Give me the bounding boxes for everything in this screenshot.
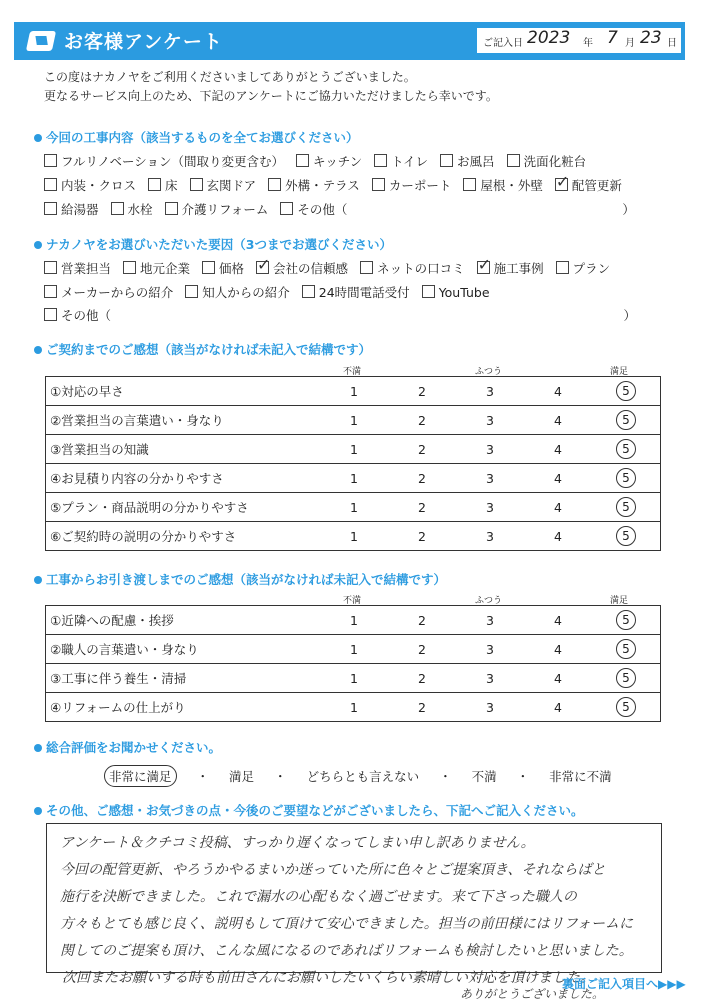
rating-option[interactable]: [592, 635, 661, 664]
intro-line: 更なるサービス向上のため、下記のアンケートにご協力いただけましたら幸いです。: [44, 89, 498, 103]
section-title-reason: [34, 235, 392, 253]
rating-option[interactable]: [524, 406, 592, 435]
question-label: ④お見積り内容の分かりやすさ: [46, 464, 321, 493]
checkbox-label: 介護リフォーム: [181, 202, 269, 217]
rating-option[interactable]: [320, 606, 388, 635]
checkbox-option[interactable]: [148, 176, 178, 194]
back-page-link[interactable]: 裏面ご記入項目へ▶▶▶: [562, 977, 686, 991]
section-title-text: 工事からお引き渡しまでのご感想（該当がなければ未記入で結構です）: [46, 572, 447, 587]
rating-number: 3: [486, 412, 494, 428]
checkbox-option[interactable]: [44, 259, 111, 277]
checkbox[interactable]: [202, 261, 215, 274]
rating-number: 4: [554, 412, 562, 428]
question-label: ②職人の言葉遣い・身なり: [46, 635, 321, 664]
month-unit: 月: [625, 38, 635, 49]
checkbox[interactable]: [44, 154, 57, 167]
checkbox[interactable]: [165, 202, 178, 215]
year-value: 2023: [527, 28, 571, 48]
checkbox[interactable]: [440, 154, 453, 167]
checkbox-label: 洗面化粧台: [523, 154, 587, 169]
checkbox[interactable]: [123, 261, 136, 274]
rating-number: 3: [486, 441, 494, 457]
checkbox-label: その他（ ）: [61, 308, 637, 323]
rating-option[interactable]: [388, 693, 456, 722]
checkbox-option[interactable]: [507, 152, 587, 170]
rating-number: 4: [554, 528, 562, 544]
rating-option[interactable]: [320, 693, 388, 722]
rating-option[interactable]: [388, 493, 456, 522]
bullet-icon: [34, 241, 42, 249]
checkbox[interactable]: [555, 178, 568, 191]
rating-number: 1: [350, 528, 358, 544]
selected-rating: 5: [616, 381, 636, 401]
checkbox[interactable]: [44, 261, 57, 274]
rating-number: 2: [418, 499, 426, 515]
bullet-icon: [34, 134, 42, 142]
rating-option[interactable]: [388, 635, 456, 664]
rating-option[interactable]: [388, 435, 456, 464]
rating-option[interactable]: [388, 606, 456, 635]
rating-row: [46, 635, 661, 664]
question-label: ⑥ご契約時の説明の分かりやすさ: [46, 522, 321, 551]
rating-option[interactable]: [456, 522, 524, 551]
section-title-overall: [34, 738, 221, 756]
rating-option[interactable]: [320, 664, 388, 693]
rating-number: 4: [554, 670, 562, 686]
rating-option[interactable]: [524, 435, 592, 464]
separator: ・: [274, 769, 287, 784]
overall-option[interactable]: 非常に満足: [104, 765, 177, 787]
comment-line: ありがとうございました。: [460, 987, 605, 1001]
checkbox-label: キッチン: [313, 154, 363, 169]
rating-number: 1: [350, 412, 358, 428]
checkbox-label: 玄関ドア: [206, 178, 257, 193]
rating-option[interactable]: [592, 464, 661, 493]
overall-options: [104, 765, 632, 787]
checkbox-option[interactable]: [185, 283, 290, 301]
comment-line: 関してのご提案も頂け、こんな風になるのであればリフォームも検討したいと思いました。: [60, 943, 633, 959]
checkbox-label: 営業担当: [61, 261, 112, 276]
question-label: ①近隣への配慮・挨拶: [46, 606, 321, 635]
checkbox[interactable]: [477, 261, 490, 274]
rating-option[interactable]: [456, 435, 524, 464]
question-label: ①対応の早さ: [46, 377, 321, 406]
rating-option[interactable]: [592, 606, 661, 635]
question-label: ⑤プラン・商品説明の分かりやすさ: [46, 493, 321, 522]
section-title-contract: [34, 340, 371, 358]
checkbox-label: 価格: [219, 261, 245, 276]
checkbox-option[interactable]: [202, 259, 244, 277]
checkbox-option[interactable]: [555, 176, 622, 194]
rating-option[interactable]: [456, 377, 524, 406]
rating-option[interactable]: [524, 464, 592, 493]
rating-number: 1: [350, 441, 358, 457]
rating-option[interactable]: [388, 464, 456, 493]
rating-option[interactable]: [388, 406, 456, 435]
rating-number: 1: [350, 670, 358, 686]
overall-option[interactable]: 満足: [229, 769, 255, 784]
checkbox-option[interactable]: [123, 259, 190, 277]
checkbox-label: トイレ: [391, 154, 429, 169]
checkbox-label: その他（ ）: [297, 202, 635, 217]
checkbox-label: ネットの口コミ: [377, 261, 465, 276]
rating-number: 2: [418, 383, 426, 399]
checkbox-option[interactable]: [360, 259, 465, 277]
checkbox[interactable]: [148, 178, 161, 191]
checkbox-label: 床: [165, 178, 178, 193]
rating-number: 2: [418, 412, 426, 428]
rating-table-contract: [45, 376, 661, 551]
checkbox-row: [44, 306, 648, 324]
rating-option[interactable]: [320, 522, 388, 551]
rating-number: 4: [554, 641, 562, 657]
rating-option[interactable]: [592, 406, 661, 435]
checkbox-label: 地元企業: [140, 261, 191, 276]
rating-option[interactable]: [388, 377, 456, 406]
rating-option[interactable]: [592, 664, 661, 693]
rating-option[interactable]: [524, 693, 592, 722]
rating-number: 4: [554, 612, 562, 628]
checkbox-label: お風呂: [457, 154, 495, 169]
rating-number: 3: [486, 612, 494, 628]
rating-number: 4: [554, 699, 562, 715]
rating-number: 1: [350, 699, 358, 715]
selected-rating: 5: [616, 410, 636, 430]
date-label: ご記入日: [483, 38, 523, 49]
checkbox-label: 給湯器: [61, 202, 99, 217]
checkbox-option[interactable]: [268, 176, 360, 194]
checkbox[interactable]: [302, 285, 315, 298]
checkbox[interactable]: [422, 285, 435, 298]
checkbox[interactable]: [280, 202, 293, 215]
checkbox-option[interactable]: [44, 283, 173, 301]
rating-row: [46, 606, 661, 635]
rating-number: 4: [554, 441, 562, 457]
question-label: ④リフォームの仕上がり: [46, 693, 321, 722]
selected-rating: 5: [616, 497, 636, 517]
checkbox-label: 水栓: [127, 202, 153, 217]
rating-option[interactable]: [592, 435, 661, 464]
checkbox-label: プラン: [572, 261, 611, 276]
selected-rating: 5: [616, 439, 636, 459]
year-unit: 年: [583, 38, 593, 49]
day-value: 23: [640, 28, 662, 48]
rating-option[interactable]: [524, 493, 592, 522]
checkbox[interactable]: [556, 261, 569, 274]
rating-number: 4: [554, 470, 562, 486]
rating-row: [46, 377, 661, 406]
bullet-icon: [34, 576, 42, 584]
bullet-icon: [34, 346, 42, 354]
rating-option[interactable]: [320, 464, 388, 493]
checkbox-option[interactable]: [477, 259, 544, 277]
checkbox-label: 外構・テラス: [285, 178, 360, 193]
section-title-text: 今回の工事内容（該当するものを全てお選びください）: [46, 130, 359, 145]
rating-option[interactable]: [320, 435, 388, 464]
section-title-work: [34, 128, 359, 146]
selected-rating: 5: [616, 526, 636, 546]
comment-line: アンケート＆クチコミ投稿、すっかり遅くなってしまい申し訳ありません。: [60, 835, 535, 851]
checkbox[interactable]: [256, 261, 269, 274]
checkbox-label: 会社の信頼感: [273, 261, 349, 276]
checkbox-label: 施工事例: [493, 261, 544, 276]
checkbox[interactable]: [296, 154, 309, 167]
rating-number: 1: [350, 499, 358, 515]
selected-rating: 5: [616, 697, 636, 717]
checkbox-label: フルリノベーション（間取り変更含む）: [61, 154, 285, 169]
rating-option[interactable]: [592, 522, 661, 551]
rating-option[interactable]: [456, 606, 524, 635]
rating-number: 4: [554, 499, 562, 515]
comment-line: 次回またお願いする時も前田さんにお願いしたいくらい素晴しい対応を頂けました。: [62, 970, 594, 986]
rating-option[interactable]: [456, 664, 524, 693]
checkbox-label: 屋根・外壁: [480, 178, 543, 193]
rating-option[interactable]: [524, 606, 592, 635]
separator: ・: [516, 769, 530, 784]
checkbox-option[interactable]: [44, 306, 636, 324]
checkbox[interactable]: [44, 202, 57, 215]
checkbox-label: 配管更新: [571, 178, 622, 193]
rating-number: 3: [486, 470, 494, 486]
checkbox-option[interactable]: [463, 176, 543, 194]
comment-line: 方々もとても感じ良く、説明もして頂けて安心できました。担当の前田様にはリフォームに: [60, 916, 634, 932]
rating-number: 1: [350, 612, 358, 628]
rating-number: 3: [486, 528, 494, 544]
rating-number: 2: [418, 641, 426, 657]
rating-table-construction: [45, 605, 661, 722]
checkbox-option[interactable]: [256, 259, 348, 277]
checkbox-option[interactable]: [280, 200, 635, 218]
scale-high-label: 満足: [610, 596, 629, 606]
bullet-icon: [34, 744, 42, 752]
checkbox-option[interactable]: [302, 283, 410, 301]
checkbox-row: [44, 200, 647, 218]
intro-text: [44, 68, 498, 106]
rating-option[interactable]: [388, 522, 456, 551]
checkbox-option[interactable]: [556, 259, 611, 277]
checkbox[interactable]: [463, 178, 476, 191]
checkbox-option[interactable]: [44, 200, 99, 218]
rating-number: 1: [350, 470, 358, 486]
checkbox[interactable]: [44, 285, 57, 298]
overall-option[interactable]: どちらとも言えない: [306, 769, 420, 784]
rating-option[interactable]: [456, 493, 524, 522]
separator: ・: [439, 769, 452, 784]
checkbox-option[interactable]: [440, 152, 495, 170]
day-unit: 日: [667, 38, 677, 49]
question-label: ②営業担当の言葉遣い・身なり: [46, 406, 321, 435]
rating-option[interactable]: [592, 377, 661, 406]
checkbox-option[interactable]: [44, 176, 136, 194]
checkbox[interactable]: [185, 285, 198, 298]
checkbox[interactable]: [507, 154, 520, 167]
rating-option[interactable]: [456, 693, 524, 722]
rating-number: 2: [418, 699, 426, 715]
question-label: ③営業担当の知識: [46, 435, 321, 464]
checkbox-option[interactable]: [374, 152, 428, 170]
rating-option[interactable]: [388, 664, 456, 693]
rating-option[interactable]: [320, 377, 388, 406]
rating-number: 2: [418, 441, 426, 457]
rating-number: 2: [418, 528, 426, 544]
section-title-text: 総合評価をお聞かせください。: [46, 740, 222, 755]
intro-line: この度はナカノヤをご利用くださいましてありがとうございました。: [44, 70, 416, 84]
scale-low-label: 不満: [343, 367, 362, 377]
checkbox-option[interactable]: [296, 152, 362, 170]
checkbox[interactable]: [44, 308, 57, 321]
rating-number: 3: [486, 499, 494, 515]
logo-icon: [26, 31, 56, 51]
rating-number: 3: [486, 699, 494, 715]
rating-option[interactable]: [524, 635, 592, 664]
checkbox-option[interactable]: [44, 152, 284, 170]
page-title: お客様アンケート: [64, 31, 223, 53]
scale-mid-label: ふつう: [475, 596, 503, 606]
rating-number: 1: [350, 383, 358, 399]
rating-row: [46, 493, 661, 522]
rating-number: 2: [418, 612, 426, 628]
rating-number: 4: [554, 383, 562, 399]
checkbox[interactable]: [360, 261, 373, 274]
rating-number: 2: [418, 670, 426, 686]
checkbox[interactable]: [374, 154, 387, 167]
section-title-text: その他、ご感想・お気づきの点・今後のご要望などがございましたら、下記へご記入ください。: [46, 803, 584, 818]
month-value: 7: [607, 28, 618, 48]
bullet-icon: [34, 807, 42, 815]
checkbox[interactable]: [44, 178, 57, 191]
rating-option[interactable]: [456, 406, 524, 435]
rating-option[interactable]: [524, 664, 592, 693]
checkbox-label: 内装・クロス: [61, 178, 137, 193]
separator: ・: [196, 769, 210, 784]
checkbox[interactable]: [190, 178, 203, 191]
checkbox-label: メーカーからの紹介: [61, 285, 174, 300]
question-label: ③工事に伴う養生・清掃: [46, 664, 321, 693]
checkbox[interactable]: [111, 202, 124, 215]
comment-line: 今回の配管更新、やろうかやるまいか迷っていた所に色々とご提案頂き、それならばと: [60, 862, 606, 878]
overall-option[interactable]: 不満: [471, 769, 497, 784]
scale-mid-label: ふつう: [475, 367, 503, 377]
rating-option[interactable]: [320, 635, 388, 664]
date-field[interactable]: [477, 28, 681, 53]
rating-number: 3: [486, 641, 494, 657]
checkbox-option[interactable]: [422, 285, 490, 300]
checkbox[interactable]: [372, 178, 385, 191]
checkbox-label: YouTube: [438, 285, 490, 300]
rating-number: 1: [350, 641, 358, 657]
checkbox[interactable]: [268, 178, 281, 191]
header-bar: [14, 22, 685, 60]
section-title-text: ナカノヤをお選びいただいた要因（3つまでお選びください）: [46, 237, 392, 252]
checkbox-label: 知人からの紹介: [202, 285, 290, 300]
rating-option[interactable]: [320, 406, 388, 435]
rating-option[interactable]: [592, 493, 661, 522]
checkbox-label: 24時間電話受付: [318, 285, 410, 300]
rating-number: 3: [486, 383, 494, 399]
rating-row: [46, 522, 661, 551]
rating-option[interactable]: [524, 522, 592, 551]
rating-row: [46, 693, 661, 722]
checkbox-row: [44, 259, 622, 277]
rating-row: [46, 435, 661, 464]
rating-number: 3: [486, 670, 494, 686]
checkbox-row: [44, 152, 598, 170]
section-title-comments: [34, 801, 584, 819]
checkbox-option[interactable]: [372, 176, 452, 194]
selected-rating: 5: [616, 468, 636, 488]
rating-option[interactable]: [456, 464, 524, 493]
scale-high-label: 満足: [610, 367, 629, 377]
checkbox-row: [44, 283, 502, 301]
rating-option[interactable]: [592, 693, 661, 722]
selected-rating: 5: [616, 610, 636, 630]
overall-option[interactable]: 非常に不満: [549, 769, 612, 784]
section-title-text: ご契約までのご感想（該当がなければ未記入で結構です）: [46, 342, 372, 357]
rating-option[interactable]: [320, 493, 388, 522]
checkbox-row: [44, 176, 634, 194]
rating-row: [46, 664, 661, 693]
comment-line: 施行を決断できました。これで漏水の心配もなく過ごせます。来て下さった職人の: [60, 889, 577, 905]
rating-option[interactable]: [524, 377, 592, 406]
rating-row: [46, 406, 661, 435]
checkbox-label: カーポート: [388, 178, 452, 193]
rating-option[interactable]: [456, 635, 524, 664]
checkbox-option[interactable]: [165, 200, 269, 218]
rating-row: [46, 464, 661, 493]
selected-rating: 5: [616, 639, 636, 659]
checkbox-option[interactable]: [190, 176, 257, 194]
section-title-construction: [34, 570, 446, 588]
scale-low-label: 不満: [343, 596, 362, 606]
selected-rating: 5: [616, 668, 636, 688]
checkbox-option[interactable]: [111, 200, 153, 218]
rating-number: 2: [418, 470, 426, 486]
